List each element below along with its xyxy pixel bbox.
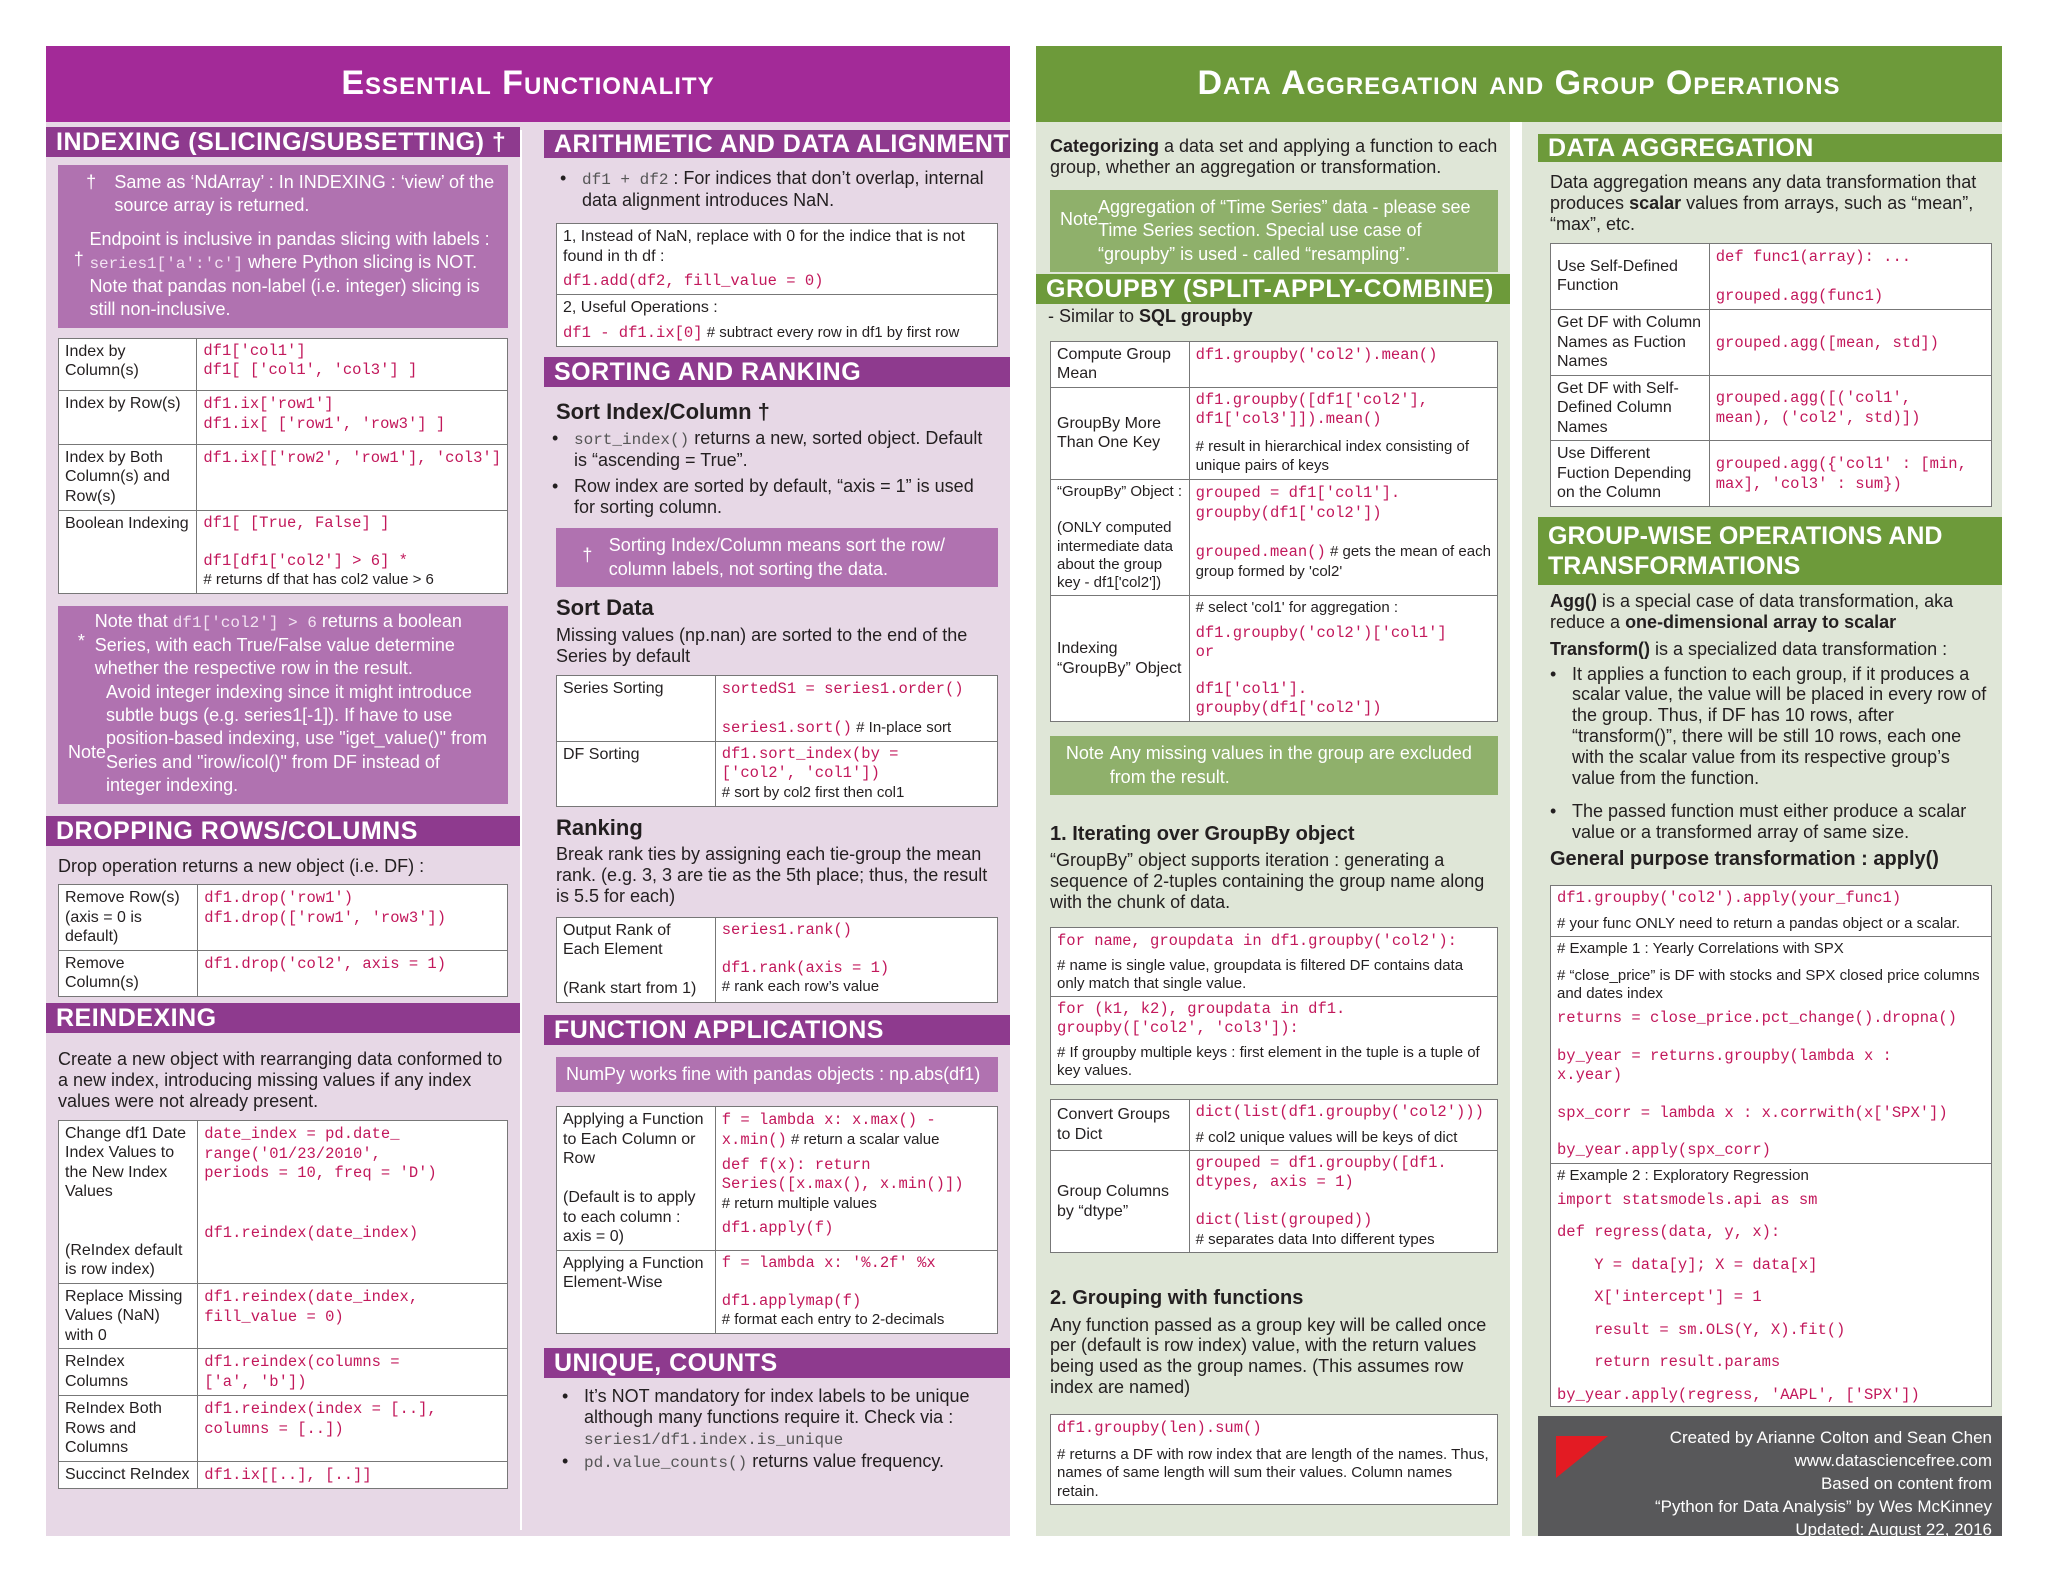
sorting-body <box>544 387 1010 527</box>
code-cell: df1['col1'] df1[ ['col1', 'col3'] ] <box>197 338 508 390</box>
table-row <box>59 885 508 951</box>
sort-table <box>556 675 998 807</box>
code-cell: df1.groupby('col2').mean() <box>1189 341 1497 387</box>
table-row <box>557 1250 998 1333</box>
sorting-list <box>556 428 998 517</box>
body-text: Transform() is a specialized data transformation : <box>1550 638 1948 659</box>
row-label: Group Columns by “dtype” <box>1051 1151 1190 1253</box>
categorizing-text: Categorizing a data set and applying a function to each group, whether an aggregation or transformation. <box>1050 136 1498 177</box>
code-cell: grouped = df1['col1']. groupby(df1['col2']) grouped.mean() # gets the mean of each group formed by 'col2' <box>1189 479 1497 596</box>
row-label: Applying a Function Element-Wise <box>557 1250 716 1333</box>
row-label: Succinct ReIndex <box>59 1461 198 1488</box>
column-4 <box>1538 134 2002 1407</box>
row-label: Index by Row(s) <box>59 390 197 444</box>
comment: # returns df that has col2 value > 6 <box>203 571 434 589</box>
table-row <box>59 1461 508 1488</box>
row-label: Compute Group Mean <box>1051 341 1190 387</box>
code-cell: df1.groupby('col2').apply(your_func1) # your func ONLY need to return a pandas object or a scalar. <box>1551 885 1992 936</box>
groupby-header: GROUPBY (SPLIT-APPLY-COMBINE) <box>1036 274 1510 304</box>
note-text: returns a boolean Series, with each True/False value determine whether the respective row in the result. <box>94 610 462 679</box>
code-cell: df1.ix[[..], [..]] <box>198 1461 508 1488</box>
note-marker: Note <box>68 741 107 762</box>
table-row <box>1051 341 1498 387</box>
table-row <box>59 444 508 510</box>
table-row <box>1551 1164 1992 1407</box>
subheading: Sort Data <box>556 595 654 621</box>
code-cell: df1.ix['row1'] df1.ix[ ['row1', 'row3'] ] <box>197 390 508 444</box>
body-text: Agg() is a special case of data transformation, aka reduce a one-dimensional array to scalar <box>1550 590 1954 632</box>
table-row <box>1051 596 1498 722</box>
list-item: • It applies a function to each group, if it produces a scalar value, the value will be placed in every row of the group. Thus, if DF has 10 rows, after “transform()”, there will be still 10 rows, each one with the scalar value from its respective group’s value from the function. <box>1572 664 1990 789</box>
boolean-note <box>58 606 508 804</box>
subheading: Sort Index/Column † <box>556 398 770 424</box>
row-label: Get DF with Column Names as Fuction Names <box>1551 310 1710 376</box>
row-label: ReIndex Columns <box>59 1349 198 1396</box>
table-row <box>1551 441 1992 507</box>
code-cell: date_index = pd.date_ range('01/23/2010', periods = 10, freq = 'D') df1.reindex(date_index) <box>198 1120 508 1283</box>
code-cell: df1.reindex(date_index, fill_value = 0) <box>198 1283 508 1349</box>
data-aggregation-header: DATA AGGREGATION <box>1538 134 2002 162</box>
sorting-header: SORTING AND RANKING <box>544 357 1010 387</box>
table-row <box>59 338 508 390</box>
row-label: Get DF with Self-Defined Column Names <box>1551 375 1710 441</box>
sort-data-body <box>544 587 1010 670</box>
code-cell: df1.reindex(columns = ['a', 'b']) <box>198 1349 508 1396</box>
table-row <box>1051 1151 1498 1253</box>
code-cell: df1.groupby(len).sum() # returns a DF with row index that are length of the names. Thus, names of same length will sum their values. Column names retain. <box>1051 1415 1498 1505</box>
row-label: Use Different Fuction Depending on the Column <box>1551 441 1710 507</box>
subheading: General purpose transformation : apply() <box>1550 847 1939 870</box>
title-data-aggregation: Data Aggregation and Group Operations <box>1036 46 2002 122</box>
aggregation-text: Data aggregation means any data transformation that produces scalar values from arrays, such as “mean”, “max”, etc. <box>1550 172 1977 234</box>
code-cell: df1.groupby([df1['col2'], df1['col3']]).mean() # result in hierarchical index consisting of unique pairs of keys <box>1189 387 1497 479</box>
table-row <box>1051 479 1498 596</box>
table-row <box>557 1107 998 1251</box>
dropping-text: Drop operation returns a new object (i.e. DF) : <box>58 855 425 876</box>
reindexing-header: REINDEXING <box>46 1003 520 1033</box>
column-3 <box>1036 130 1510 1505</box>
table-row <box>1551 375 1992 441</box>
dropping-header: DROPPING ROWS/COLUMNS <box>46 816 520 846</box>
arithmetic-table <box>556 223 998 346</box>
groupby-table <box>1050 341 1498 722</box>
table-row <box>1551 243 1992 310</box>
row-label: DF Sorting <box>557 742 716 806</box>
note-text: Avoid integer indexing since it might introduce subtle bugs (e.g. series1[-1]). If have to use position-based indexing, use "iget_value()" from Series and "irow/icol()" from DF instead of integer indexing. <box>106 681 488 796</box>
group-wise-header: GROUP-WISE OPERATIONS AND TRANSFORMATIONS <box>1538 517 2002 585</box>
function-table <box>556 1106 998 1334</box>
subheading: Ranking <box>556 814 643 840</box>
indexing-note <box>58 165 508 328</box>
code-cell: sortedS1 = series1.order() series1.sort() # In-place sort <box>715 675 997 742</box>
table-row <box>557 675 998 742</box>
row-label: Change df1 Date Index Values to the New Index Values (ReIndex default is row index) <box>59 1120 198 1283</box>
code-cell: df1.sort_index(by = ['col2', 'col1']) # sort by col2 first then col1 <box>715 742 997 806</box>
table-row <box>59 510 508 593</box>
list-item: • df1 + df2 : For indices that don’t overlap, internal data alignment introduces NaN. <box>582 168 998 210</box>
row-label: Convert Groups to Dict <box>1051 1099 1190 1150</box>
note-text: Sorting Index/Column means sort the row/ column labels, not sorting the data. <box>608 535 945 579</box>
row-label: Boolean Indexing <box>59 510 197 593</box>
row-label: ReIndex Both Rows and Columns <box>59 1396 198 1462</box>
table-row <box>59 1120 508 1283</box>
row-label: Use Self-Defined Function <box>1551 243 1710 310</box>
reindexing-text: Create a new object with rearranging data conformed to a new index, introducing missing values if any index values were not already present. <box>58 1048 503 1111</box>
code-cell: grouped = df1.groupby([df1. dtypes, axis = 1) dict(list(grouped)) # separates data Into different types <box>1189 1151 1497 1253</box>
code-cell: def func1(array): ... grouped.agg(func1) <box>1709 243 1991 310</box>
dropping-table <box>58 884 508 997</box>
table-row <box>557 224 998 295</box>
indexing-table <box>58 338 508 594</box>
group-wise-body <box>1538 585 2002 879</box>
row-label: Index by Both Column(s) and Row(s) <box>59 444 197 510</box>
grouping-functions-table <box>1050 1414 1498 1505</box>
sorting-note <box>556 528 998 587</box>
apply-table <box>1550 885 1992 1407</box>
table-row <box>1051 927 1498 997</box>
table-row <box>557 917 998 1002</box>
list-item: • The passed function must either produce a scalar value or a transformed array of same size. <box>1572 801 1990 843</box>
code-cell: df1.reindex(index = [..], columns = [..]) <box>198 1396 508 1462</box>
code-cell: df1.drop('row1') df1.drop(['row1', 'row3']) <box>198 885 508 951</box>
aggregation-table <box>1550 243 1992 507</box>
code-cell: series1.rank() df1.rank(axis = 1) # rank each row’s value <box>715 917 997 1002</box>
function-applications-header: FUNCTION APPLICATIONS <box>544 1015 1010 1045</box>
dagger-marker: † <box>582 545 593 566</box>
table-row <box>1551 937 1992 1164</box>
row-label: Remove Row(s) (axis = 0 is default) <box>59 885 198 951</box>
code-cell: for (k1, k2), groupdata in df1. groupby(['col2', 'col3']): # If groupby multiple keys : first element in the tuple is a tuple of key values. <box>1051 997 1498 1084</box>
code-cell: # Example 2 : Exploratory Regression import statsmodels.api as sm def regress(data, y, x): Y = data[y]; X = data[x] X['intercept'] = 1 result = sm.OLS(Y, X).fit() return result.params by_year.apply(regress, 'AAPL', ['SPX']) <box>1551 1164 1992 1407</box>
body-text: Missing values (np.nan) are sorted to the end of the Series by default <box>556 624 968 666</box>
credits-text: Created by Arianne Colton and Sean Chen www.datasciencefree.com Based on content from “Python for Data Analysis” by Wes McKinney Updated: August 22, 2016 <box>1655 1428 1992 1540</box>
numpy-note: NumPy works fine with pandas objects : np.abs(df1) <box>556 1057 998 1092</box>
code: series1['a':'c'] <box>89 255 244 274</box>
ranking-body <box>544 807 1010 911</box>
unique-list <box>544 1378 1010 1482</box>
code-cell: grouped.agg({'col1' : [min, max], 'col3' : sum}) <box>1709 441 1991 507</box>
table-row <box>59 1396 508 1462</box>
iterating-table <box>1050 927 1498 1085</box>
body-text: Any function passed as a group key will be called once per (default is row index) value, with the return values being used as the group names. (This assumes row index are named) <box>1050 1314 1487 1398</box>
row-label: GroupBy More Than One Key <box>1051 387 1190 479</box>
note-text: where Python slicing is NOT. Note that pandas non-label (i.e. integer) slicing is still non-inclusive. <box>89 252 480 320</box>
table-cell: 1, Instead of NaN, replace with 0 for the indice that is not found in th df : df1.add(df2, fill_value = 0) <box>557 224 998 295</box>
table-row <box>1551 885 1992 936</box>
row-label: Series Sorting <box>557 675 716 742</box>
code-cell: grouped.agg([('col1', mean), ('col2', std)]) <box>1709 375 1991 441</box>
column-2 <box>544 130 1010 1482</box>
dagger-marker: † <box>86 172 97 192</box>
credits-box <box>1538 1416 2002 1540</box>
row-label: Indexing “GroupBy” Object <box>1051 596 1190 722</box>
table-row <box>1051 1099 1498 1150</box>
logo-icon <box>1552 1432 1612 1482</box>
code-cell: df1.drop('col2', axis = 1) <box>198 950 508 996</box>
title-essential-functionality: Essential Functionality <box>46 46 1010 122</box>
grouping-functions-body <box>1036 1253 1510 1402</box>
table-row <box>59 950 508 996</box>
iterating-body <box>1036 795 1510 917</box>
table-row <box>59 1349 508 1396</box>
table-row <box>1051 1415 1498 1505</box>
table-row <box>557 295 998 346</box>
note-text: Endpoint is inclusive in pandas slicing with labels : <box>89 228 490 249</box>
code-cell: # Example 1 : Yearly Correlations with SPX # “close_price” is DF with stocks and SPX closed price columns and dates index returns = close_price.pct_change().dropna() by_year = returns.groupby(lambda x : x.year) spx_corr = lambda x : x.corrwith(x['SPX']) by_year.apply(spx_corr) <box>1551 937 1992 1164</box>
arithmetic-header: ARITHMETIC AND DATA ALIGNMENT <box>544 130 1010 158</box>
column-1 <box>46 127 520 1489</box>
code: df1['col2'] > 6 <box>172 613 317 632</box>
row-label: Replace Missing Values (NaN) with 0 <box>59 1283 198 1349</box>
table-cell: 2, Useful Operations : df1 - df1.ix[0] # subtract every row in df1 by first row <box>557 295 998 346</box>
table-row <box>1051 997 1498 1084</box>
arithmetic-list <box>544 158 1010 219</box>
code-cell: f = lambda x: '%.2f' %x df1.applymap(f) # format each entry to 2-decimals <box>715 1250 997 1333</box>
unique-counts-header: UNIQUE, COUNTS <box>544 1348 1010 1378</box>
dagger-marker: † <box>73 248 84 269</box>
missing-values-note <box>1050 736 1498 795</box>
note-marker: Note <box>1060 208 1099 229</box>
list-item: • It’s NOT mandatory for index labels to be unique although many functions require it. Check via : series1/df1.index.is_unique <box>584 1386 998 1449</box>
list-item: • sort_index() returns a new, sorted object. Default is “ascending = True”. <box>574 428 998 470</box>
body-text: Break rank ties by assigning each tie-group the mean rank. (e.g. 3, 3 are tie as the 5th place; thus, the result is 5.5 for each) <box>556 844 988 906</box>
note-marker: Note <box>1065 743 1104 764</box>
note-text: Same as ‘NdArray’ : In INDEXING : ‘view’ of the source array is returned. <box>114 172 495 216</box>
indexing-header: INDEXING (SLICING/SUBSETTING) † <box>46 127 520 157</box>
code-cell: df1[ [True, False] ] df1[df1['col2'] > 6] * # returns df that has col2 value > 6 <box>197 510 508 593</box>
table-row <box>1551 310 1992 376</box>
ranking-table <box>556 917 998 1003</box>
transform-list <box>1550 664 1990 843</box>
table-row <box>59 390 508 444</box>
row-label: Index by Column(s) <box>59 338 197 390</box>
code-cell: for name, groupdata in df1.groupby('col2'): # name is single value, groupdata is filtered DF contains data only match that single value. <box>1051 927 1498 997</box>
note-text: Any missing values in the group are excluded from the result. <box>1109 743 1472 787</box>
code-cell: grouped.agg([mean, std]) <box>1709 310 1991 376</box>
note-text: Note that <box>94 610 173 631</box>
row-label: Remove Column(s) <box>59 950 198 996</box>
aggregation-note <box>1050 190 1498 272</box>
table-row <box>59 1283 508 1349</box>
code-cell: df1.ix[['row2', 'row1'], 'col3'] <box>197 444 508 510</box>
row-label: “GroupBy” Object : (ONLY computed intermediate data about the group key - df1['col2']) <box>1051 479 1190 596</box>
groupby-text: - Similar to SQL groupby <box>1048 305 1253 326</box>
subheading: 1. Iterating over GroupBy object <box>1050 823 1355 846</box>
list-item: • Row index are sorted by default, “axis = 1” is used for sorting column. <box>574 476 998 518</box>
code-cell: f = lambda x: x.max() - x.min() # return a scalar value def f(x): return Series([x.max(), x.min()]) # return multiple values df1.apply(f) <box>715 1107 997 1251</box>
row-label: Applying a Function to Each Column or Row (Default is to apply to each column : axis = 0) <box>557 1107 716 1251</box>
row-label: Output Rank of Each Element (Rank start from 1) <box>557 917 716 1002</box>
note-text: Aggregation of “Time Series” data - please see Time Series section. Special use case of “groupby” is used - called “resampling”. <box>1098 196 1471 264</box>
table-row <box>557 742 998 806</box>
code-cell: dict(list(df1.groupby('col2'))) # col2 unique values will be keys of dict <box>1189 1099 1497 1150</box>
subheading: 2. Grouping with functions <box>1050 1287 1304 1310</box>
dict-table <box>1050 1099 1498 1254</box>
reindexing-table <box>58 1120 508 1489</box>
asterisk-marker: * <box>77 630 85 651</box>
body-text: “GroupBy” object supports iteration : generating a sequence of 2-tuples containing the group name along with the chunk of data. <box>1050 850 1485 912</box>
table-row <box>1051 387 1498 479</box>
list-item: • pd.value_counts() returns value frequency. <box>584 1451 998 1473</box>
code-cell: # select 'col1' for aggregation : df1.groupby('col2')['col1'] or df1['col1']. groupby(df1['col2']) <box>1189 596 1497 722</box>
